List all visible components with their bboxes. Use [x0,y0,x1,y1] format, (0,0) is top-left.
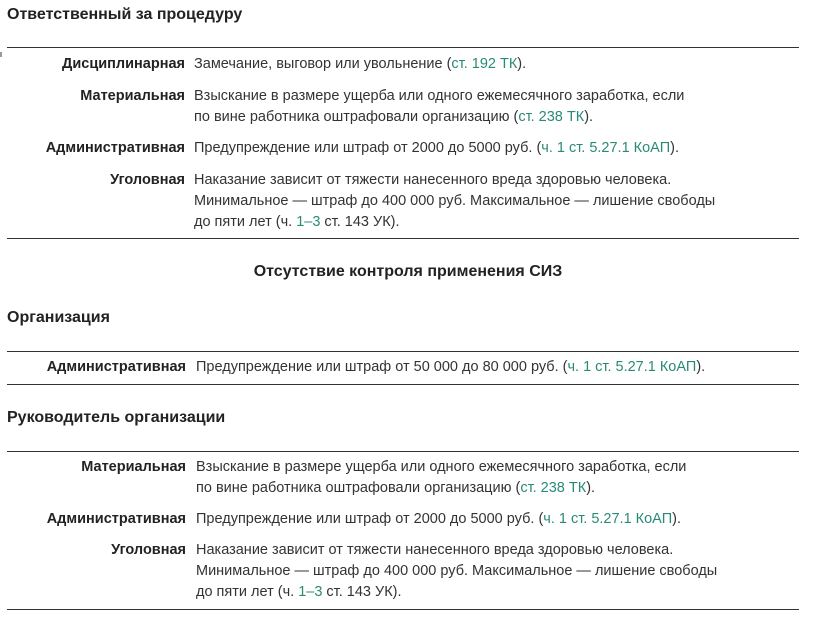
law-link[interactable]: ст. 238 ТК [518,109,585,125]
section-title-ppe-control: Отсутствие контроля применения СИЗ [253,263,563,280]
section-heading-org-head: Руководитель организации [7,409,226,426]
row-label: Дисциплинарная [62,56,185,72]
table-top-rule [7,351,799,352]
row-label: Уголовная [111,542,186,558]
table-top-rule [7,451,799,452]
row-text: Предупреждение или штраф от 2000 до 5000 руб. (ч. 1 ст. 5.27.1 КоАП). [196,511,681,527]
law-link[interactable]: 1–3 [296,214,321,230]
row-text: Взыскание в размере ущерба или одного ежемесячного заработка, если по вине работника оштрафовали организацию (ст. 238 ТК). [196,459,687,496]
row-text: Предупреждение или штраф от 50 000 до 80 000 руб. (ч. 1 ст. 5.27.1 КоАП). [196,359,706,375]
table-bottom-rule [7,609,799,610]
table-top-rule [7,47,799,48]
table-bottom-rule [7,384,799,385]
row-text: Наказание зависит от тяжести нанесенного вреда здоровью человека. Минимальное — штраф до 400 000 руб. Максимальное — лишение свободы до пяти лет (ч. 1–3 ст. 143 УК). [196,542,718,600]
law-link[interactable]: ст. 192 ТК [451,56,518,72]
row-text: Наказание зависит от тяжести нанесенного вреда здоровью человека. Минимальное — штраф до 400 000 руб. Максимальное — лишение свободы до пяти лет (ч. 1–3 ст. 143 УК). [194,172,716,230]
row-label: Административная [46,359,186,375]
row-label: Административная [45,140,185,156]
row-text: Предупреждение или штраф от 2000 до 5000 руб. (ч. 1 ст. 5.27.1 КоАП). [194,140,679,156]
section-heading-responsible: Ответственный за процедуру [7,6,243,23]
law-link[interactable]: ст. 238 ТК [520,480,587,496]
law-link[interactable]: ч. 1 ст. 5.27.1 КоАП [541,140,671,156]
row-text: Взыскание в размере ущерба или одного ежемесячного заработка, если по вине работника оштрафовали организацию (ст. 238 ТК). [194,88,685,125]
margin-mark [0,52,2,57]
table-bottom-rule [7,238,799,239]
row-text: Замечание, выговор или увольнение (ст. 192 ТК). [194,56,527,72]
row-label: Материальная [81,459,186,475]
row-label: Материальная [80,88,185,104]
row-label: Уголовная [110,172,185,188]
section-heading-organization: Организация [7,309,110,326]
law-link[interactable]: 1–3 [298,584,323,600]
row-label: Административная [46,511,186,527]
law-link[interactable]: ч. 1 ст. 5.27.1 КоАП [567,359,697,375]
law-link[interactable]: ч. 1 ст. 5.27.1 КоАП [543,511,673,527]
